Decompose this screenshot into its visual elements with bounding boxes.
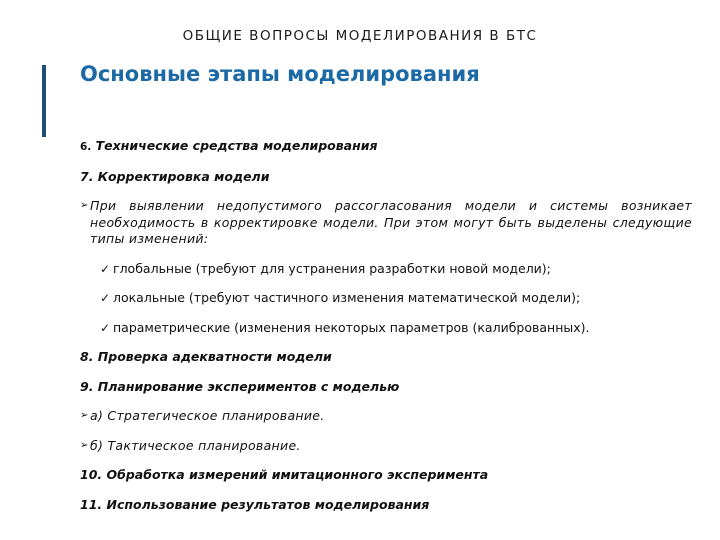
arrow-bullet-icon: ➢ [80,410,89,421]
step-8: 8. Проверка адекватности модели [80,349,332,364]
arrow-bullet-icon: ➢ [80,439,89,451]
checkmark-icon: ✓ [100,291,111,305]
change-type-parametric [80,320,692,337]
checkmark-icon: ✓ [100,261,111,276]
checkmark-icon: ✓ [100,320,111,335]
accent-bar [42,65,46,137]
planning-strategic [80,408,692,425]
step-9: 9. Планирование экспериментов с моделью [80,378,400,394]
correction-paragraph-text: При выявлении недопустимого рассогласования модели и системы возникает необходимость в корректировке модели. При этом могут быть выделены следующие типы изменений: [90,198,692,246]
planning-strategic-text: а) Стратегическое планирование. [90,408,325,423]
planning-tactical [80,438,692,455]
change-type-local [80,290,692,307]
correction-paragraph [80,198,692,248]
step-6-text: Технические средства моделирования [95,138,378,153]
step-7: 7. Корректировка модели [80,168,270,184]
step-6 [80,138,692,156]
step-6-number: 6. [80,141,92,153]
change-type-parametric-text: параметрические (изменения некоторых параметров (калиброванных). [113,319,590,335]
slide-content [80,138,692,526]
change-type-global [80,261,692,278]
slide-title: Основные этапы моделирования [80,62,480,86]
step-10: 10. Обработка измерений имитационного эксперимента [80,467,489,482]
step-11: 11. Использование результатов моделирования [80,496,430,512]
change-type-local-text: локальные (требуют частичного изменения математической модели); [113,290,581,305]
slide-header: ОБЩИЕ ВОПРОСЫ МОДЕЛИРОВАНИЯ В БТС [182,28,538,44]
change-type-global-text: глобальные (требуют для устранения разработки новой модели); [113,260,551,276]
arrow-bullet-icon: ➢ [80,200,89,211]
planning-tactical-text: б) Тактическое планирование. [90,437,301,453]
